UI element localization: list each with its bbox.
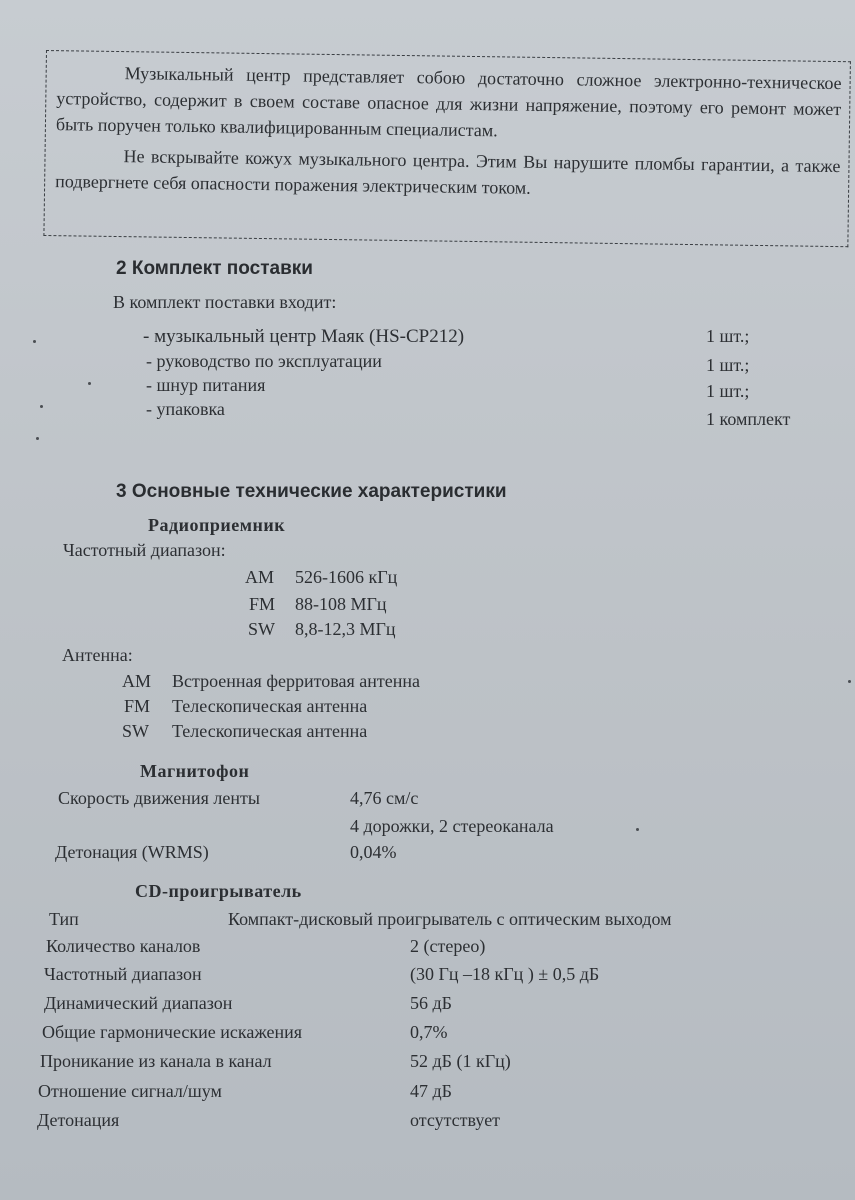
cd-spec-value: 56 дБ [410,993,452,1013]
speck [33,340,36,343]
cd-title: CD-проигрыватель [135,881,302,901]
package-item-qty: 1 комплект [706,409,791,429]
cd-spec-value: 52 дБ (1 кГц) [410,1051,511,1071]
section-3-title: 3 Основные технические характеристики [116,481,507,502]
tape-speed-label: Скорость движения ленты [58,788,260,808]
radio-freq-label: Частотный диапазон: [63,540,226,560]
antenna-band: SW [122,721,149,741]
cd-spec-value: 2 (стерео) [410,936,486,956]
speck [636,828,639,831]
cd-spec-label: Отношение сигнал/шум [38,1081,222,1101]
warning-paragraph-2: Не вскрывайте кожух музыкального центра. Этим Вы нарушите пломбы гарантии, а также подвергнете себя опасности поражения электрическим током. [55,146,841,198]
antenna-band: FM [124,696,151,716]
cd-spec-value: (30 Гц –18 кГц ) ± 0,5 дБ [410,964,600,984]
cd-spec-value: 0,7% [410,1022,448,1042]
cd-spec-value: 47 дБ [410,1081,452,1101]
section-2-title: 2 Комплект поставки [116,258,313,279]
tape-speed-value: 4,76 см/с [350,788,419,808]
section-2-intro: В комплект поставки входит: [113,292,337,312]
warning-box [43,50,851,247]
package-item-name: - шнур питания [146,375,266,395]
band-label: АМ [245,567,275,587]
cd-spec-label: Проникание из канала в канал [40,1051,272,1071]
band-value: 8,8-12,3 МГц [295,619,396,639]
band-label: FM [249,594,276,614]
antenna-value: Встроенная ферритовая антенна [172,671,421,691]
package-item-name: - руководство по эксплуатации [146,351,382,371]
package-item-qty: 1 шт.; [706,381,750,401]
cd-spec-label: Частотный диапазон [44,964,202,984]
cd-spec-label: Количество каналов [46,936,201,956]
package-item-name: - музыкальный центр Маяк (HS-CP212) [143,326,465,347]
speck [88,382,91,385]
band-label: SW [248,619,275,639]
radio-title: Радиоприемник [148,515,286,535]
tape-title: Магнитофон [140,761,250,781]
cd-spec-label: Динамический диапазон [44,993,233,1013]
speck [848,680,851,683]
tape-wow-value: 0,04% [350,842,397,862]
cd-spec-value: отсутствует [410,1110,501,1130]
speck [36,437,39,440]
cd-spec-label: Детонация [37,1110,120,1130]
cd-spec-label: Общие гармонические искажения [42,1022,303,1042]
speck [40,405,43,408]
antenna-value: Телескопическая антенна [172,721,368,741]
package-item-qty: 1 шт.; [706,326,750,346]
tape-tracks: 4 дорожки, 2 стереоканала [350,816,554,836]
package-item-name: - упаковка [146,399,225,419]
cd-type-label: Тип [49,909,79,929]
antenna-value: Телескопическая антенна [172,696,368,716]
package-item-qty: 1 шт.; [706,355,750,375]
band-value: 88-108 МГц [295,594,387,614]
warning-paragraph-1: Музыкальный центр представляет собою достаточно сложное электронно-техническое устройство, содержит в своем составе опасное для жизни напряжение, поэтому его ремонт может быть поручен только квалифицированным специалистам. [55,63,842,141]
antenna-label: Антенна: [62,645,133,665]
antenna-band: АМ [122,671,152,691]
band-value: 526-1606 кГц [295,567,398,587]
cd-type-value: Компакт-дисковый проигрыватель с оптическим выходом [228,909,672,929]
tape-wow-label: Детонация (WRMS) [55,842,209,862]
